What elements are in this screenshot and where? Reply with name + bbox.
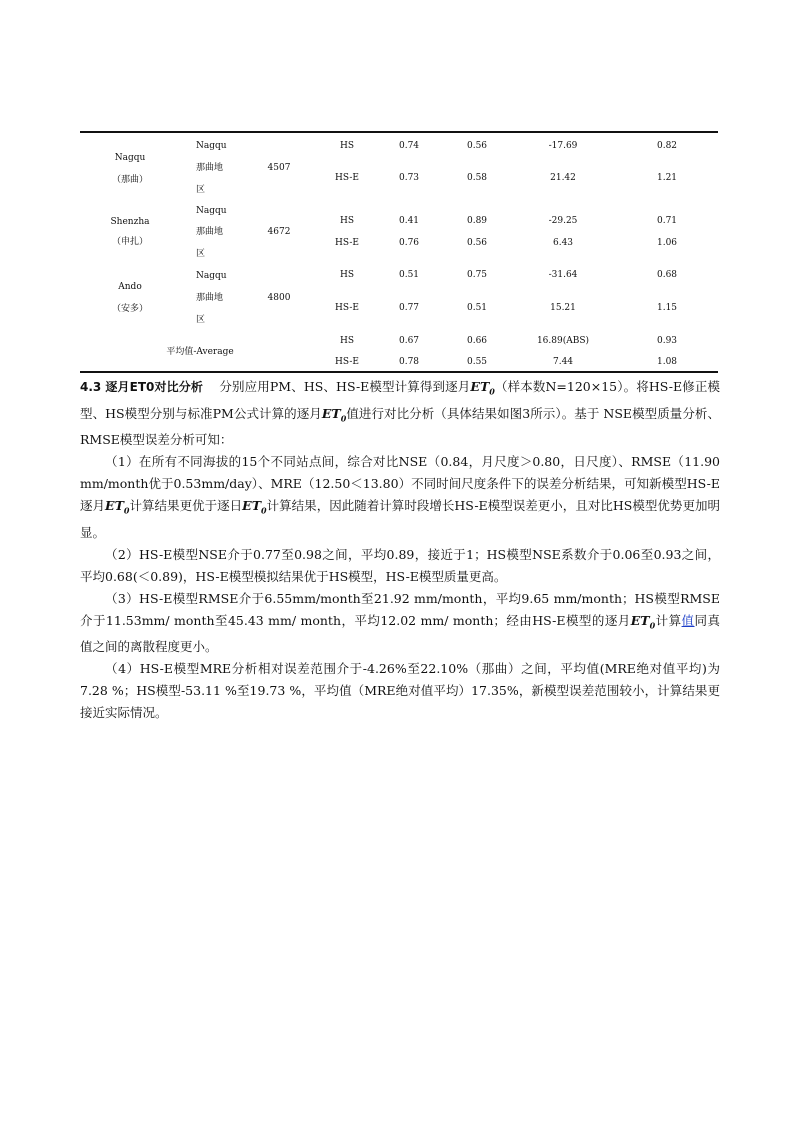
value-cell: 0.74 <box>398 141 420 151</box>
value-cell: 0.67 <box>398 336 420 346</box>
value-cell: 0.71 <box>656 216 678 226</box>
station-name-cn: （安多） <box>111 304 149 314</box>
station-name: Ando <box>118 282 142 292</box>
value-cell: 15.21 <box>550 303 576 313</box>
paragraph <box>80 588 720 659</box>
et0-symbol: $ET_0$ <box>630 612 656 630</box>
model-cell: HS <box>339 270 355 280</box>
value-cell: 0.89 <box>466 216 488 226</box>
value-cell: 0.51 <box>466 303 488 313</box>
station-name: Shenzha <box>110 217 150 227</box>
text-run: 计算结果更优于逐日 <box>129 498 243 513</box>
value-cell: 0.75 <box>466 270 488 280</box>
value-cell: 0.82 <box>656 141 678 151</box>
region-label: 那曲地 <box>196 227 224 237</box>
model-cell: HS-E <box>335 238 359 248</box>
value-link[interactable]: 值 <box>681 612 695 628</box>
section-heading: 逐月ET0对比分析 <box>105 380 203 394</box>
text-run: （3）HS-E模型RMSE介于6.55mm/month至21.92 mm/month，平均9.65 mm/month；HS模型RMSE介于11.53mm/ month至45.43 mm/ month，平均12.02 mm/ month；经由HS-E模型的逐月 <box>80 590 720 628</box>
paragraph: （2）HS-E模型NSE介于0.77至0.98之间，平均0.89，接近于1；HS模型NSE系数介于0.06至0.93之间，平均0.68(＜0.89)，HS-E模型模拟结果优于HS模型，HS-E模型质量更高。 <box>80 546 720 584</box>
et0-symbol: $ET_0$ <box>470 379 495 397</box>
text-run: （1）在所有不同海拔的15个不同站点间，综合对比NSE（0.84，月尺度＞0.80，日尺度）、RMSE（11.90 mm/month优于0.53mm/day）、MRE（12.50＜13.80）不同时间尺度条件下的误差分析结果，可知新模型HS-E逐月 <box>80 454 720 513</box>
value-cell: 0.77 <box>398 303 420 313</box>
value-cell: 0.76 <box>398 238 420 248</box>
region-label: 区 <box>196 185 206 195</box>
value-cell: 0.51 <box>398 270 420 280</box>
station-name-cn: （申扎） <box>111 237 149 247</box>
paragraph <box>80 451 720 544</box>
elevation: 4507 <box>267 163 291 173</box>
region-label: 那曲地 <box>196 163 224 173</box>
model-cell: HS <box>339 216 355 226</box>
value-cell: 1.21 <box>656 173 678 183</box>
model-cell: HS-E <box>335 173 359 183</box>
text-run: 计算结果，因此随着计算时段增长HS-E模型误差更小，且对比HS模型优势更加明显。 <box>80 498 720 540</box>
value-cell: 1.06 <box>656 238 678 248</box>
value-cell: -31.64 <box>548 270 578 280</box>
region-label: 区 <box>196 249 206 259</box>
text-run: 同真值之间的离散程度更小。 <box>80 612 720 654</box>
value-cell: 0.56 <box>466 238 488 248</box>
value-cell: 1.08 <box>656 357 678 367</box>
paragraph <box>80 376 720 451</box>
average-label: 平均值-Average <box>166 347 234 357</box>
value-cell: 7.44 <box>552 357 574 367</box>
model-cell: HS-E <box>335 303 359 313</box>
value-cell: 0.41 <box>398 216 420 226</box>
table-top-rule <box>80 131 718 133</box>
et0-symbol: $ET_0$ <box>242 498 267 516</box>
value-cell: 0.68 <box>656 270 678 280</box>
value-cell: -29.25 <box>548 216 578 226</box>
et0-symbol: $ET_0$ <box>321 405 347 423</box>
value-cell: 1.15 <box>656 303 678 313</box>
et0-symbol: $ET_0$ <box>105 498 130 516</box>
text-run: 计算 <box>655 612 682 628</box>
text-run: （样本数N=120×15）。将HS-E修正模型、HS模型分别与标准PM公式计算的逐月 <box>80 379 720 421</box>
value-cell: 6.43 <box>552 238 574 248</box>
section-number: 4.3 <box>80 380 102 394</box>
value-cell: 0.93 <box>656 336 678 346</box>
region-label: Nagqu <box>196 141 227 151</box>
text-run: 值进行对比分析（具体结果如图3所示）。基于 NSE模型质量分析、RMSE模型误差分析可知： <box>80 405 720 447</box>
region-label: Nagqu <box>196 206 227 216</box>
station-name-cn: （那曲） <box>111 175 149 185</box>
value-cell: 21.42 <box>550 173 576 183</box>
value-cell: -17.69 <box>548 141 578 151</box>
paragraph: （4）HS-E模型MRE分析相对误差范围介于-4.26%至22.10%（那曲）之间，平均值(MRE绝对值平均)为7.28 %；HS模型-53.11 %至19.73 %，平均值（MRE绝对值平均）17.35%，新模型误差范围较小，计算结果更接近实际情况。 <box>80 661 720 720</box>
value-cell: 0.56 <box>466 141 488 151</box>
value-cell: 0.66 <box>466 336 488 346</box>
table-bottom-rule <box>80 371 718 373</box>
elevation: 4800 <box>267 293 291 303</box>
station-name: Nagqu <box>114 153 146 163</box>
text-run: 分别应用PM、HS、HS-E模型计算得到逐月 <box>219 379 471 394</box>
value-cell: 16.89(ABS) <box>536 336 590 346</box>
value-cell: 0.73 <box>398 173 420 183</box>
value-cell: 0.78 <box>398 357 420 367</box>
elevation: 4672 <box>267 227 291 237</box>
model-cell: HS-E <box>335 357 359 367</box>
section-body <box>80 376 720 724</box>
value-cell: 0.58 <box>466 173 488 183</box>
value-cell: 0.55 <box>466 357 488 367</box>
region-label: Nagqu <box>196 271 227 281</box>
region-label: 区 <box>196 315 206 325</box>
region-label: 那曲地 <box>196 293 224 303</box>
model-cell: HS <box>339 141 355 151</box>
model-cell: HS <box>339 336 355 346</box>
